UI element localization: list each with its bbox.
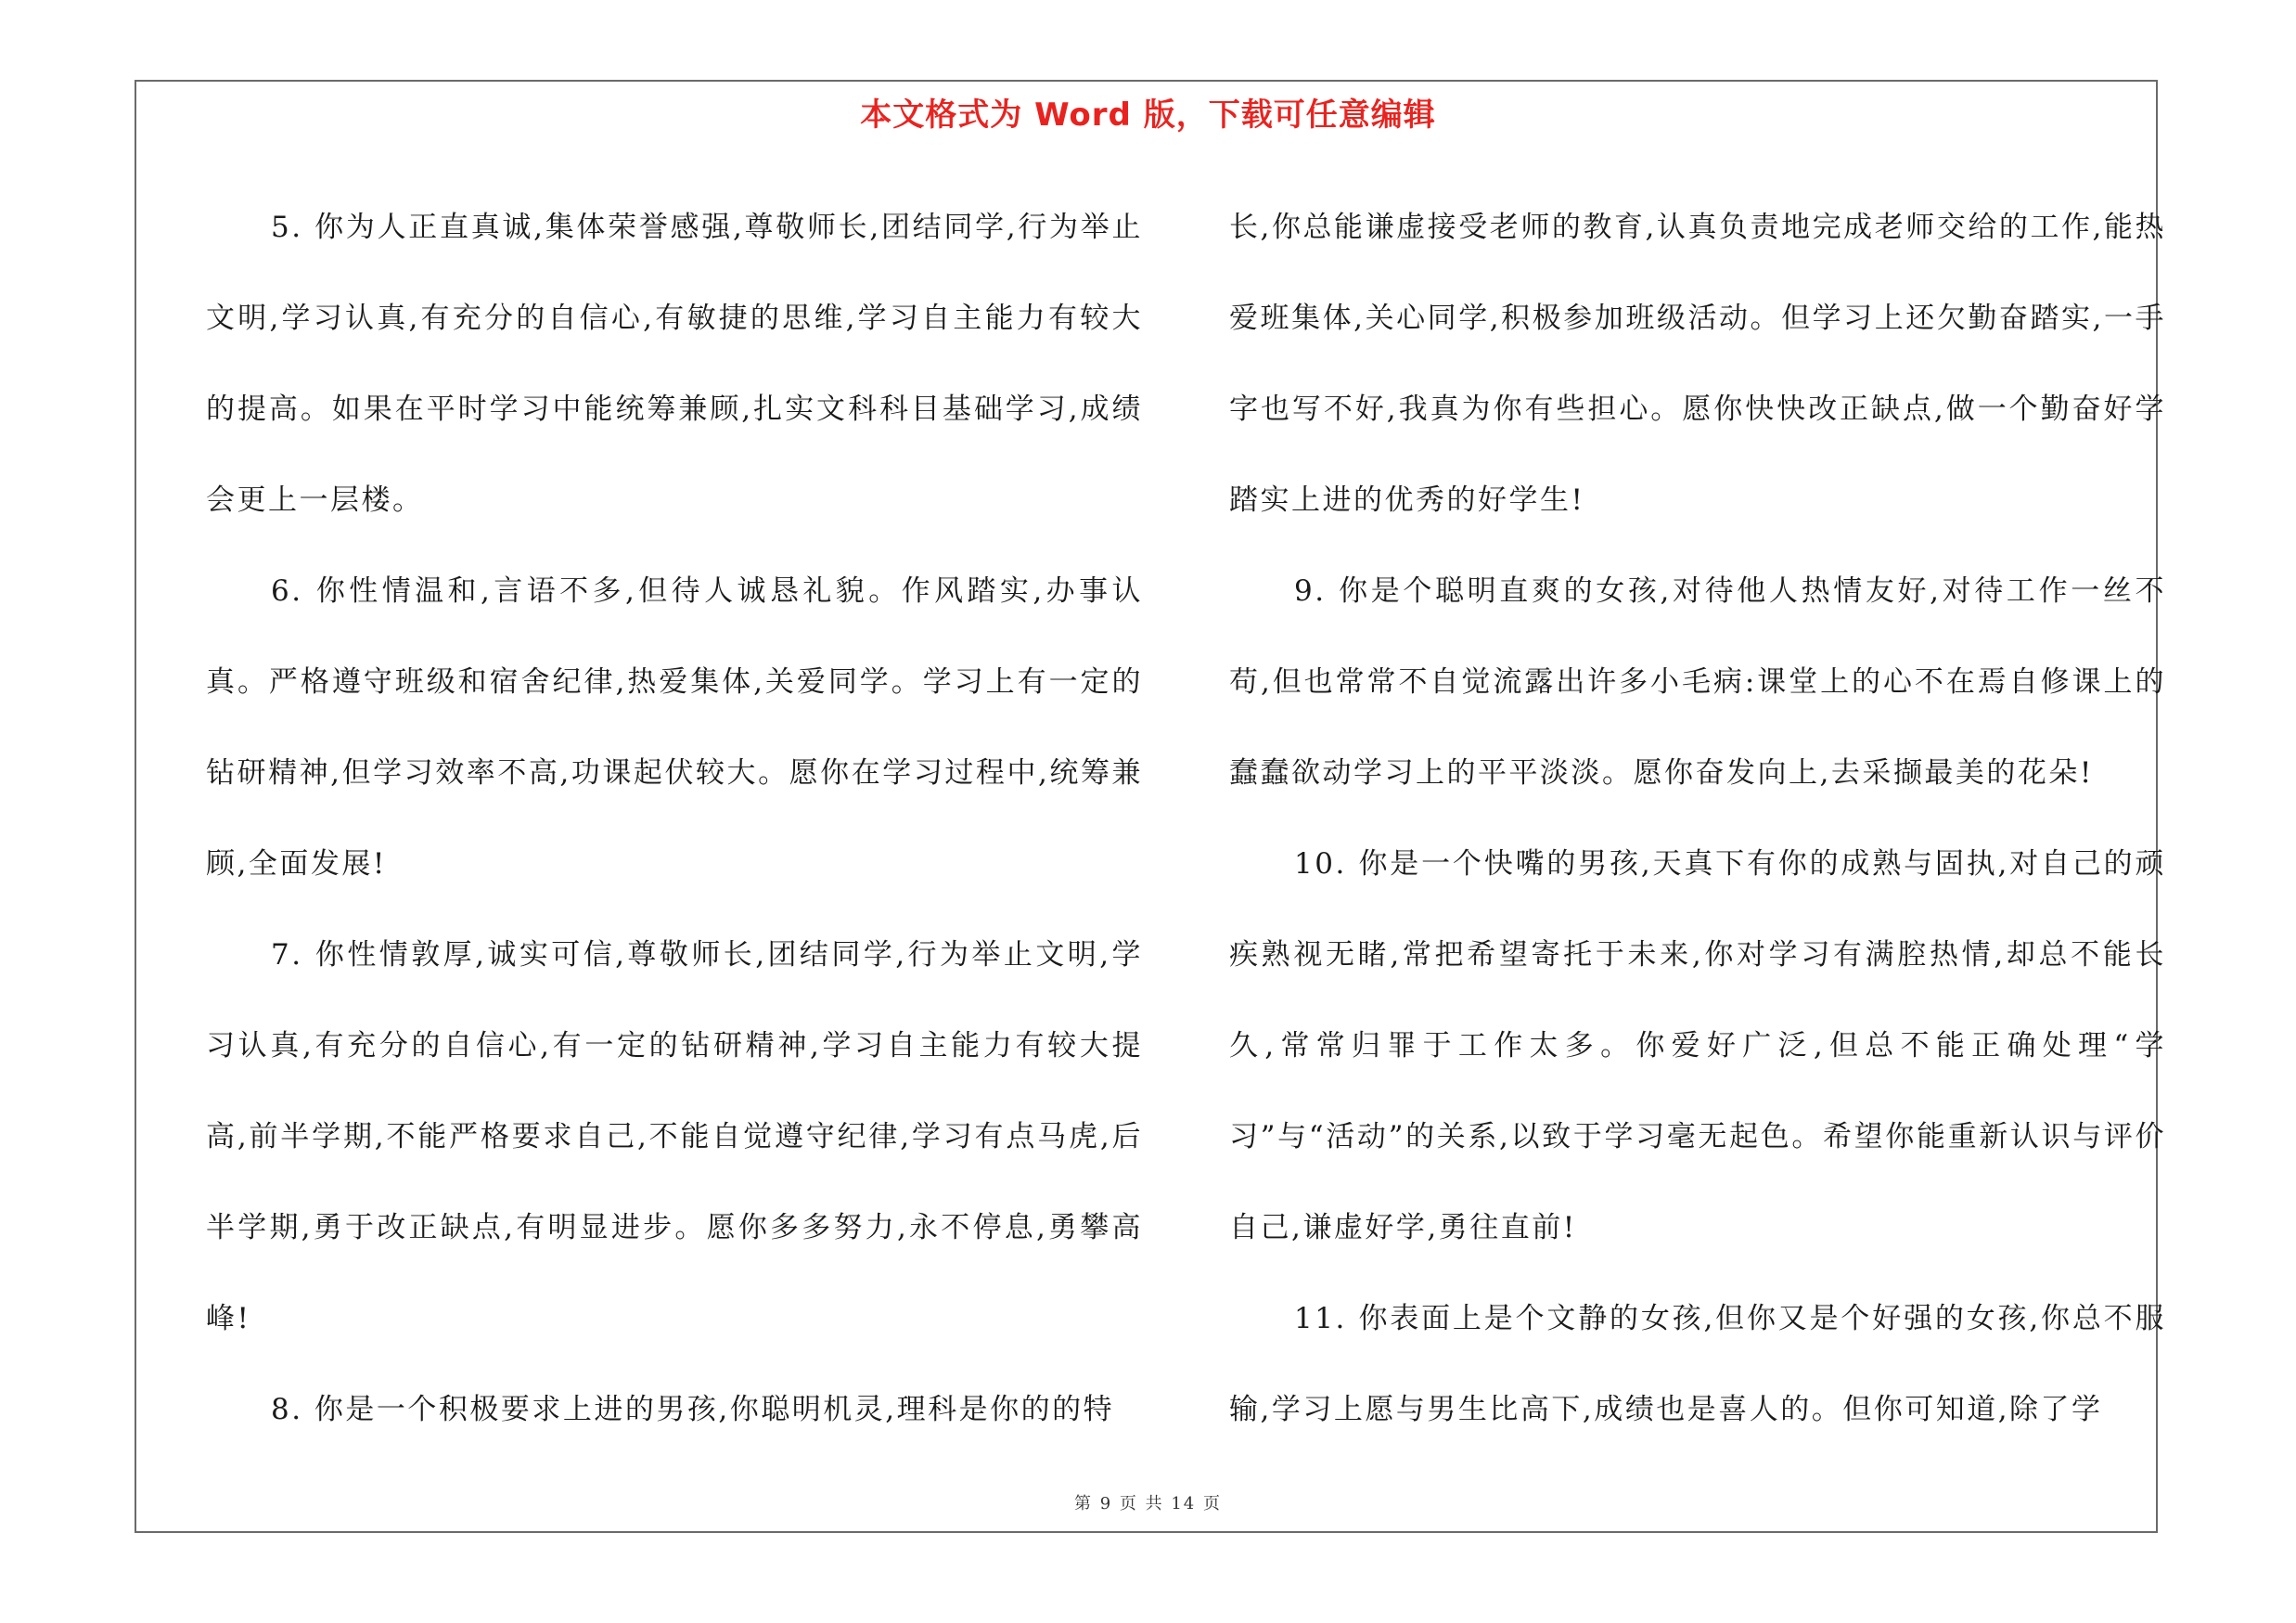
right-column: [1229, 182, 2166, 1455]
paragraph-8-continued: 长,你总能谦虚接受老师的教育,认真负责地完成老师交给的工作,能热爱班集体,关心同学,积极参加班级活动。但学习上还欠勤奋踏实,一手字也写不好,我真为你有些担心。愿你快快改正缺点,做一个勤奋好学踏实上进的优秀的好学生!: [1229, 211, 2166, 517]
page-number-footer: 第 9 页 共 14 页: [1074, 1494, 1222, 1514]
paragraph-5: 5. 你为人正直真诚,集体荣誉感强,尊敬师长,团结同学,行为举止文明,学习认真,有充分的自信心,有敏捷的思维,学习自主能力有较大的提高。如果在平时学习中能统筹兼顾,扎实文科科目基础学习,成绩会更上一层楼。: [206, 211, 1143, 517]
paragraph-9: 9. 你是个聪明直爽的女孩,对待他人热情友好,对待工作一丝不苟,但也常常不自觉流露出许多小毛病:课堂上的心不在焉自修课上的蠢蠢欲动学习上的平平淡淡。愿你奋发向上,去采撷最美的花朵!: [1229, 574, 2166, 790]
left-column: [206, 182, 1143, 1455]
paragraph-7: 7. 你性情敦厚,诚实可信,尊敬师长,团结同学,行为举止文明,学习认真,有充分的自信心,有一定的钻研精神,学习自主能力有较大提高,前半学期,不能严格要求自己,不能自觉遵守纪律,学习有点马虎,后半学期,勇于改正缺点,有明显进步。愿你多多努力,永不停息,勇攀高峰!: [206, 938, 1143, 1335]
paragraph-6: 6. 你性情温和,言语不多,但待人诚恳礼貌。作风踏实,办事认真。严格遵守班级和宿舍纪律,热爱集体,关爱同学。学习上有一定的钻研精神,但学习效率不高,功课起伏较大。愿你在学习过程中,统筹兼顾,全面发展!: [206, 574, 1143, 881]
word-format-banner: 本文格式为 Word 版，下载可任意编辑: [860, 97, 1436, 134]
paragraph-8-start: 8. 你是一个积极要求上进的男孩,你聪明机灵,理科是你的的特: [271, 1393, 1115, 1426]
paragraph-11-start: 11. 你表面上是个文静的女孩,但你又是个好强的女孩,你总不服输,学习上愿与男生比高下,成绩也是喜人的。但你可知道,除了学: [1229, 1302, 2166, 1426]
paragraph-10: 10. 你是一个快嘴的男孩,天真下有你的成熟与固执,对自己的顽疾熟视无睹,常把希望寄托于未来,你对学习有满腔热情,却总不能长久,常常归罪于工作太多。你爱好广泛,但总不能正确处理“学习”与“活动”的关系,以致于学习毫无起色。希望你能重新认识与评价自己,谦虚好学,勇往直前!: [1229, 847, 2166, 1244]
